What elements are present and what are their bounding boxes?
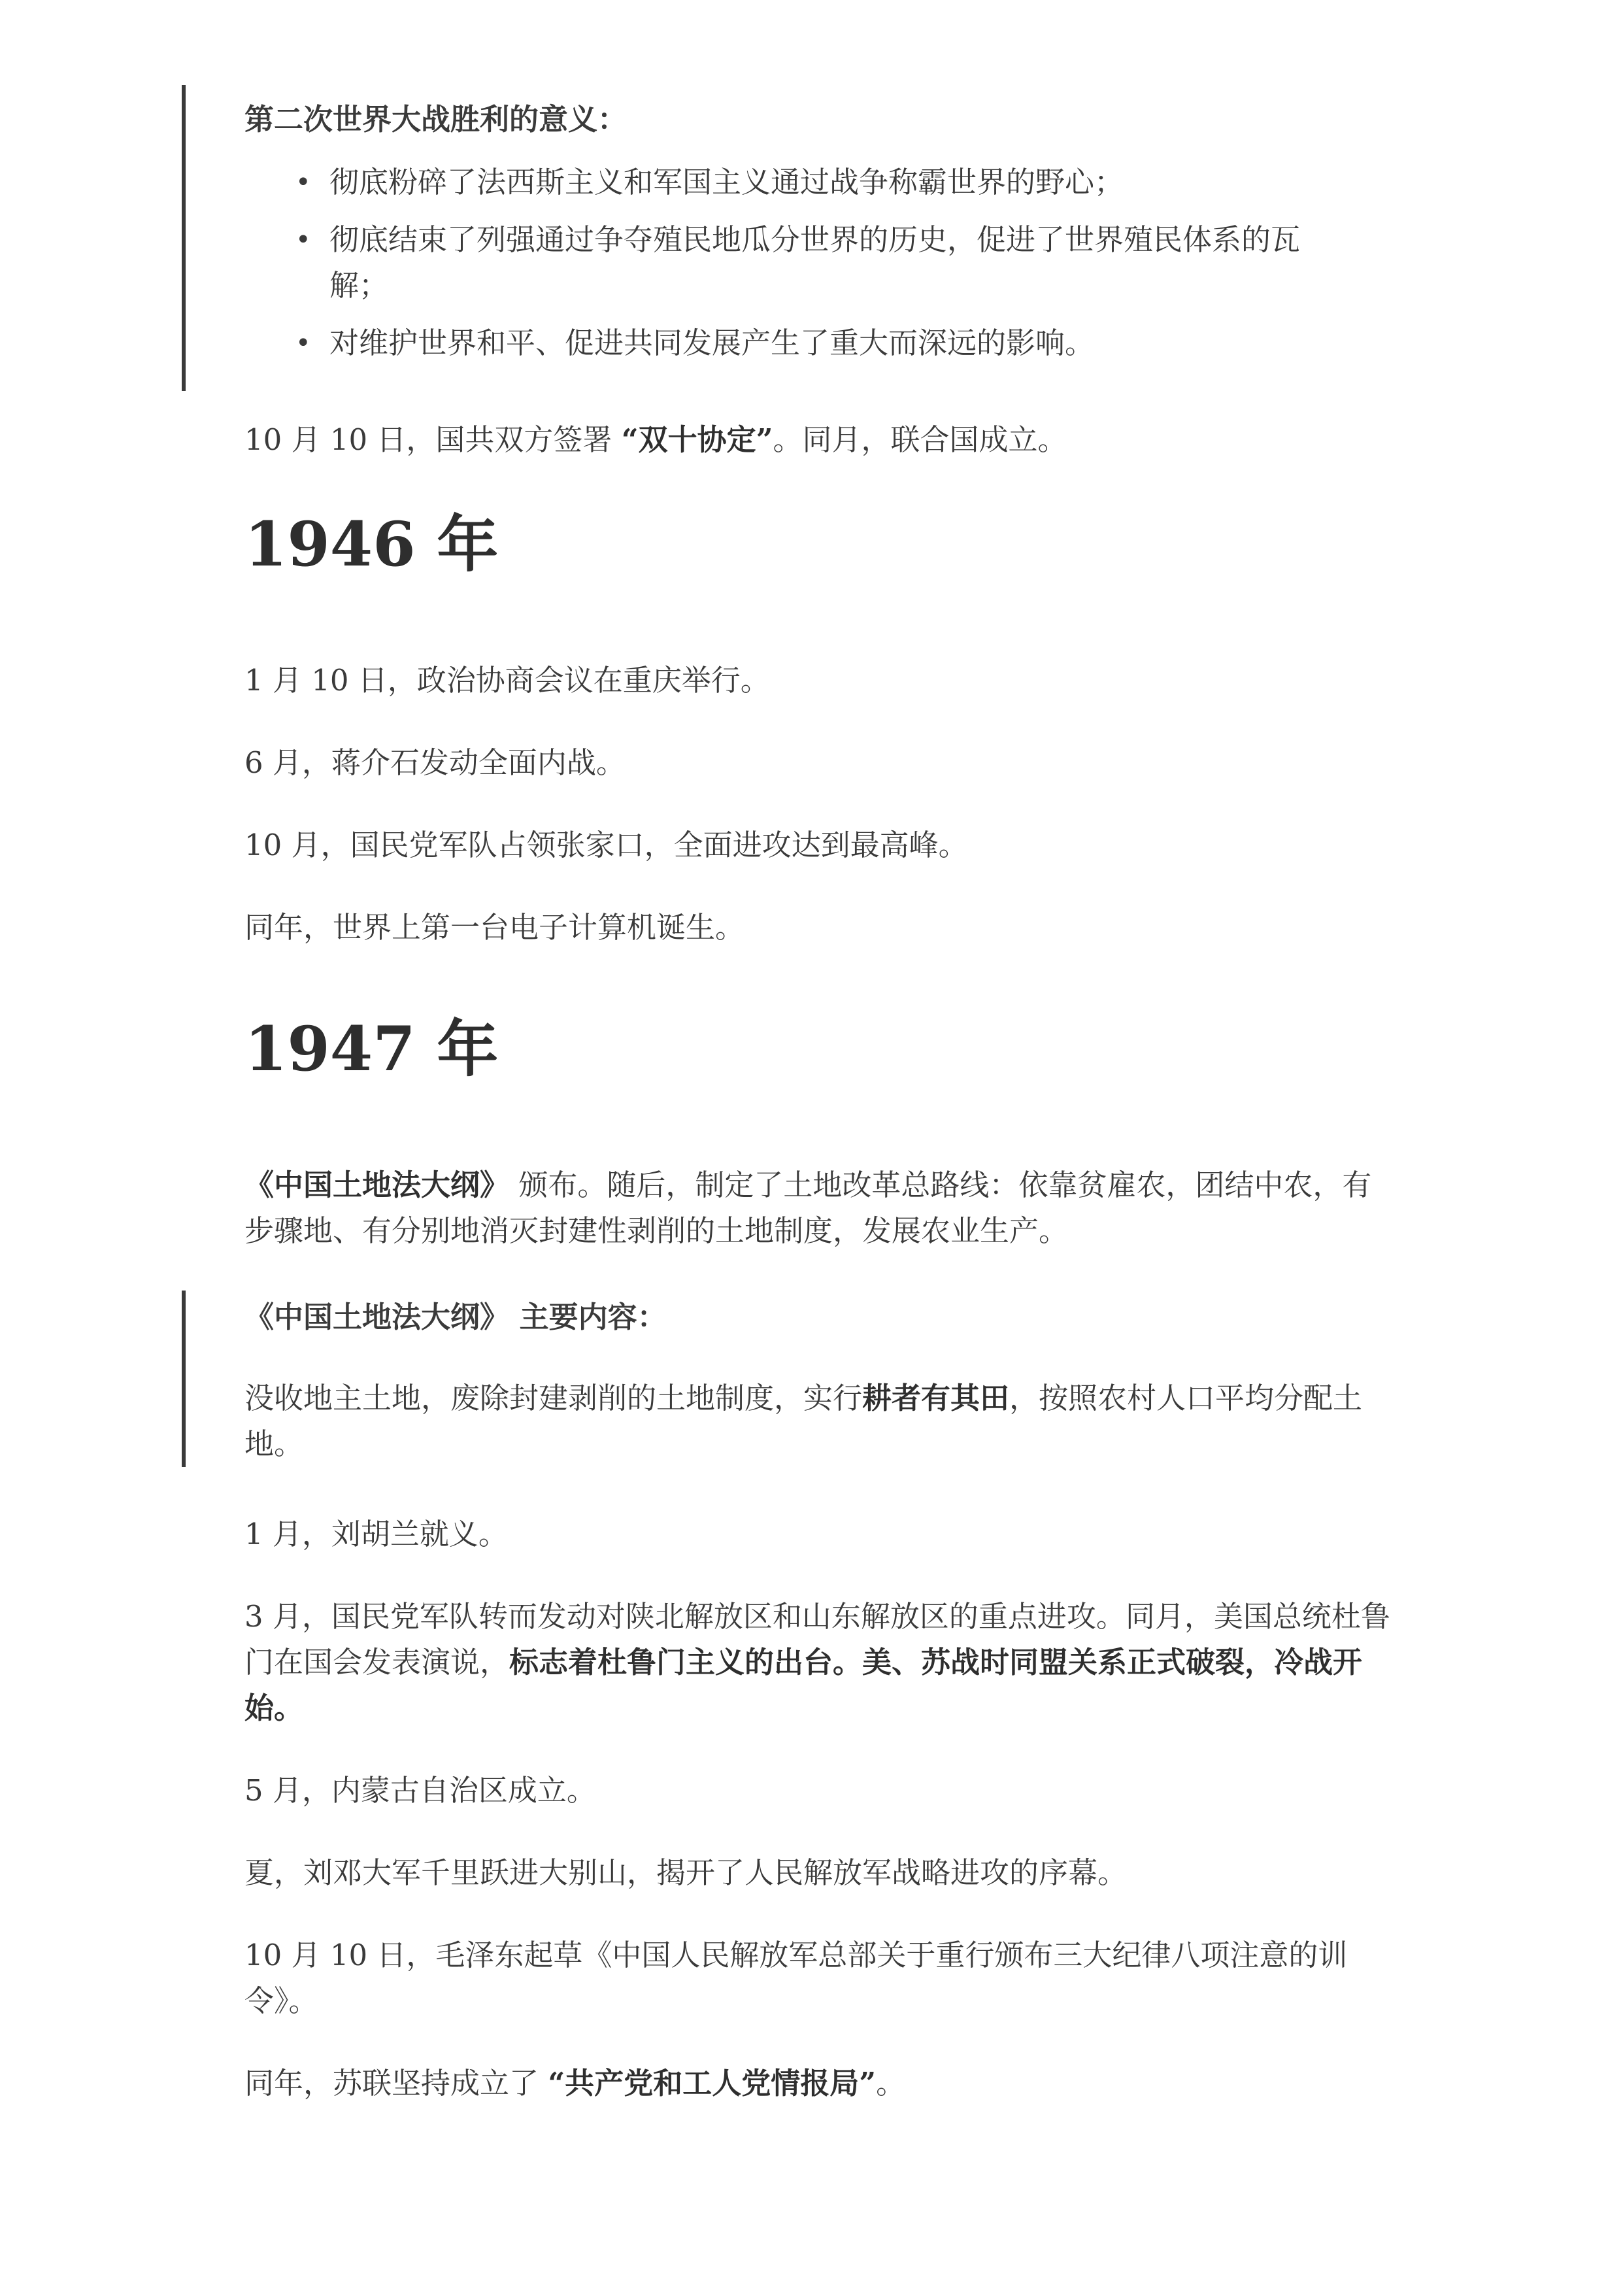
- paragraph: 6 月，蒋介石发动全面内战。: [244, 745, 626, 780]
- paragraph-truman: [244, 1594, 1395, 1731]
- blockquote-title: 第二次世界大战胜利的意义：: [244, 102, 627, 137]
- paragraph: 同年，世界上第一台电子计算机诞生。: [244, 910, 745, 945]
- text-segment: 10 月 10 日，国共双方签署: [244, 422, 622, 457]
- blockquote-ww2-significance: [244, 85, 1395, 391]
- blockquote-title: 《中国土地法大纲》 主要内容：: [244, 1300, 667, 1334]
- bold-term: 《中国土地法大纲》: [244, 1168, 510, 1202]
- paragraph-land-law: [244, 1162, 1395, 1254]
- paragraph-cominform: [244, 2061, 1395, 2106]
- text-segment: ，按照农村人口平均分配土地。: [244, 1381, 1363, 1461]
- bold-term: “双十协定”: [621, 422, 773, 457]
- text-segment: 没收地主土地，废除封建剥削的土地制度，实行: [244, 1381, 863, 1415]
- bold-term: 标志着杜鲁门主义的出台。美、苏战时同盟关系正式破裂，冷战开始。: [244, 1645, 1363, 1725]
- paragraph: 10 月，国民党军队占领张家口，全面进攻达到最高峰。: [244, 828, 968, 862]
- bold-term: “共产党和工人党情报局”: [548, 2066, 877, 2101]
- text-segment: 同年，苏联坚持成立了: [244, 2066, 548, 2101]
- bold-term: 耕者有其田: [862, 1381, 1010, 1415]
- list-item: • 彻底粉碎了法西斯主义和军国主义通过战争称霸世界的野心；: [244, 160, 1395, 205]
- heading-1947: 1947 年: [244, 1013, 499, 1085]
- bullet-list: [244, 160, 1395, 366]
- paragraph-double-tenth: [244, 417, 1395, 463]
- paragraph: 5 月，内蒙古自治区成立。: [244, 1773, 596, 1808]
- paragraph: 1 月 10 日，政治协商会议在重庆举行。: [244, 663, 770, 698]
- paragraph: 1 月，刘胡兰就义。: [244, 1517, 508, 1551]
- text-segment: 。同月，联合国成立。: [773, 422, 1067, 457]
- paragraph: 10 月 10 日，毛泽东起草《中国人民解放军总部关于重行颁布三大纪律八项注意的训令》。: [244, 1938, 1348, 2018]
- list-item: • 对维护世界和平、促进共同发展产生了重大而深远的影响。: [244, 320, 1395, 366]
- document-body: [244, 85, 1395, 2106]
- blockquote-land-law-content: [244, 1291, 1395, 1467]
- text-segment: 颁布。随后，制定了土地改革总路线：依靠贫雇农，团结中农，有步骤地、有分别地消灭封建性剥削的土地制度，发展农业生产。: [244, 1168, 1372, 1248]
- paragraph: 夏，刘邓大军千里跃进大别山，揭开了人民解放军战略进攻的序幕。: [244, 1855, 1128, 1890]
- text-segment: 3 月，国民党军队转而发动对陕北解放区和山东解放区的重点进攻。同月，美国总统杜鲁门在国会发表演说，: [244, 1599, 1390, 1680]
- text-segment: 。: [876, 2066, 906, 2101]
- heading-1946: 1946 年: [244, 509, 499, 581]
- list-item: • 彻底结束了列强通过争夺殖民地瓜分世界的历史，促进了世界殖民体系的瓦解；: [244, 217, 1395, 309]
- blockquote-paragraph: [244, 1376, 1395, 1467]
